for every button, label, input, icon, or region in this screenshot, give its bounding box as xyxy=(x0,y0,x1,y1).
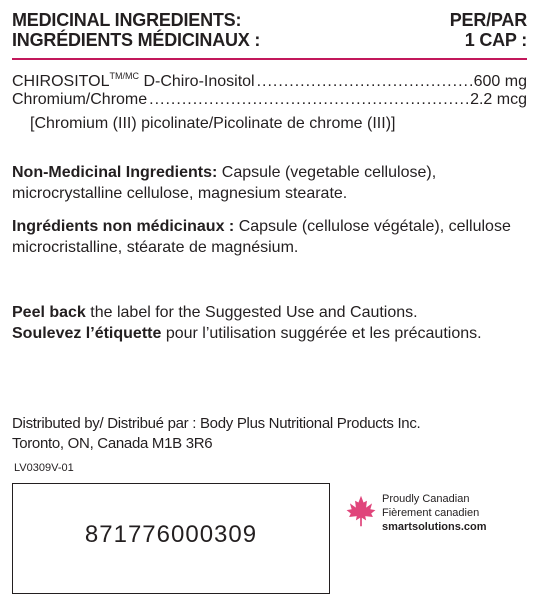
supplement-label xyxy=(12,6,527,548)
header-divider xyxy=(12,58,527,60)
header-title-fr: INGRÉDIENTS MÉDICINAUX : xyxy=(12,30,261,50)
ingredient-amount: 600 mg xyxy=(473,73,527,90)
peel-fr-text: pour l’utilisation suggérée et les précautions. xyxy=(161,325,482,342)
canada-line-en: Proudly Canadian xyxy=(382,493,470,505)
non-medicinal-fr-text: Capsule (cellulose végétale), cellulose microcristalline, stéarate de magnésium. xyxy=(12,218,511,256)
non-medicinal-fr xyxy=(12,216,527,258)
header-per-label: PER/PAR xyxy=(449,10,527,30)
lot-code: LV0309V-01 xyxy=(14,462,74,474)
peel-en-text: the label for the Suggested Use and Cautions. xyxy=(85,304,418,321)
peel-fr-bold: Soulevez l’étiquette xyxy=(12,325,162,342)
proudly-canadian-badge xyxy=(382,492,487,534)
distributor-info: Distributed by/ Distribué par : Body Plus Nutritional Products Inc. Toronto, ON, Canada M1B 3R6 xyxy=(12,415,421,452)
ingredient-row xyxy=(12,66,527,92)
ingredient-note: [Chromium (III) picolinate/Picolinate de chrome (III)] xyxy=(30,115,396,132)
website: smartsolutions.com xyxy=(382,521,487,533)
ingredient-name: Chromium/Chrome xyxy=(12,91,148,108)
leader-dots xyxy=(149,90,468,110)
header-cap-label: 1 CAP : xyxy=(464,30,527,50)
header-title-en: MEDICINAL INGREDIENTS: xyxy=(12,10,242,30)
ingredient-name: $CHIROSITOL^{TM/MC}$ D-Chiro-Inositol xyxy=(12,71,255,90)
ingredients-header xyxy=(12,6,527,54)
non-medicinal-fr-label: Ingrédients non médicinaux : xyxy=(12,218,235,235)
non-medicinal-en-text: Capsule (vegetable cellulose), microcrystalline cellulose, magnesium stearate. xyxy=(12,164,437,202)
ingredient-amount: 2.2 mcg xyxy=(470,91,527,108)
non-medicinal-en xyxy=(12,162,527,204)
leader-dots xyxy=(257,72,472,92)
maple-leaf-icon xyxy=(344,494,378,528)
peel-en-bold: Peel back xyxy=(12,304,86,321)
non-medicinal-en-label: Non-Medicinal Ingredients: xyxy=(12,164,218,181)
peel-back-notice xyxy=(12,302,527,344)
barcode-box xyxy=(12,483,330,594)
ingredient-row xyxy=(12,90,527,110)
barcode-number: 871776000309 xyxy=(84,521,258,548)
canada-line-fr: Fièrement canadien xyxy=(382,507,480,519)
